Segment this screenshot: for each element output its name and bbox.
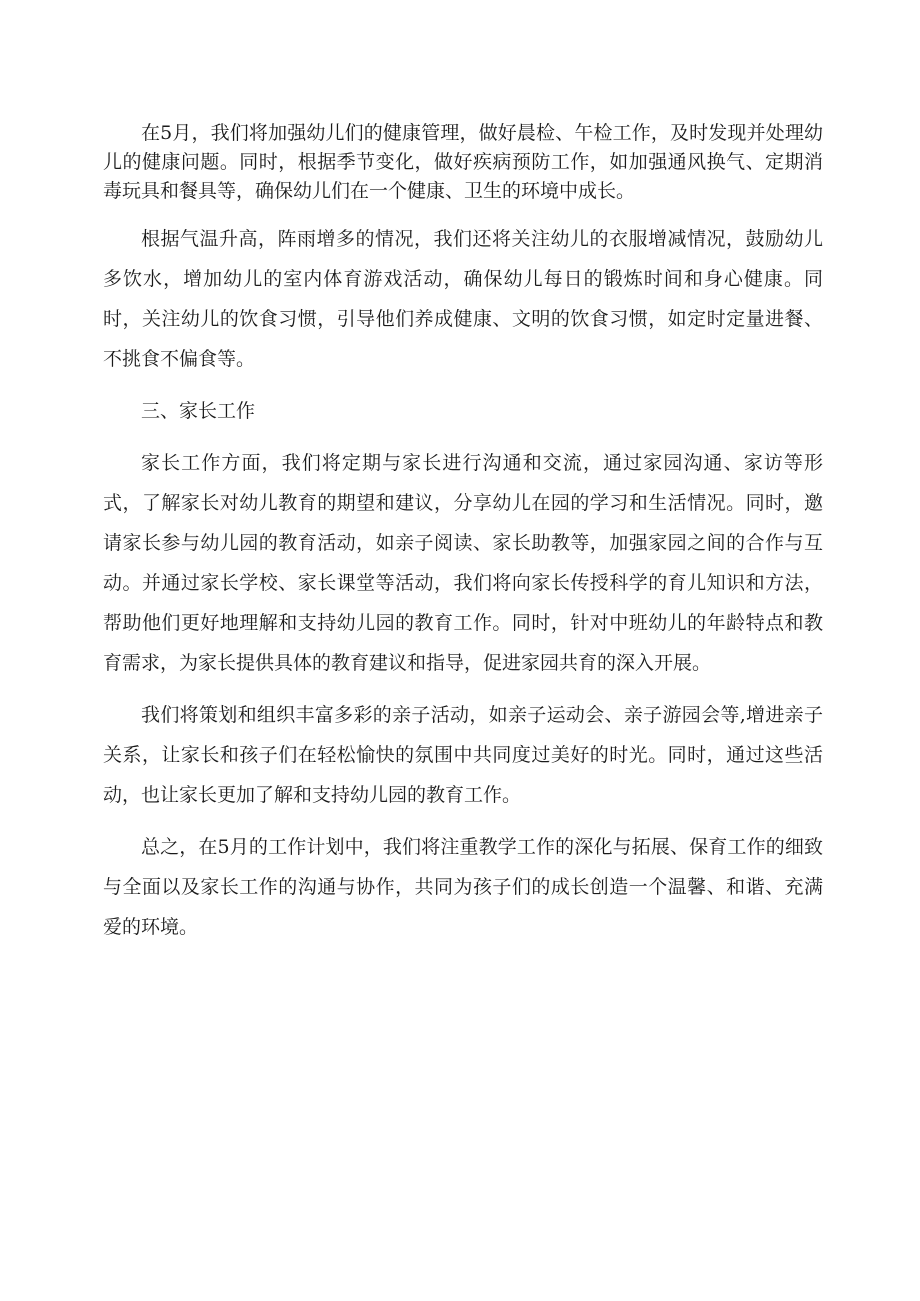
paragraph-parent-communication: 家长工作方面，我们将定期与家长进行沟通和交流，通过家园沟通、家访等形式，了解家长对幼儿教育的期望和建议，分享幼儿在园的学习和生活情况。同时，邀请家长参与幼儿园的教育活动，如亲子阅读、家长助教等，加强家园之间的合作与互动。并通过家长学校、家长课堂等活动，我们将向家长传授科学的育儿知识和方法，帮助他们更好地理解和支持幼儿园的教育工作。同时，针对中班幼儿的年龄特点和教育需求，为家长提供具体的教育建议和指导，促进家园共育的深入开展。 bbox=[103, 452, 823, 674]
paragraph-weather-care: 根据气温升高，阵雨增多的情况，我们还将关注幼儿的衣服增减情况，鼓励幼儿多饮水，增加幼儿的室内体育游戏活动，确保幼儿每日的锻炼时间和身心健康。同时，关注幼儿的饮食习惯，引导他们养成健康、文明的饮食习惯，如定时定量进餐、不挑食不偏食等。 bbox=[103, 228, 823, 370]
paragraph-parent-child-activities: 我们将策划和组织丰富多彩的亲子活动，如亲子运动会、亲子游园会等,增进亲子关系，让家长和孩子们在轻松愉快的氛围中共同度过美好的时光。同时，通过这些活动，也让家长更加了解和支持幼儿园的教育工作。 bbox=[103, 704, 823, 806]
section-heading-parent-work: 三、家长工作 bbox=[141, 400, 256, 422]
document-body bbox=[103, 119, 823, 959]
paragraph-summary: 总之，在5月的工作计划中，我们将注重教学工作的深化与拓展、保育工作的细致与全面以及家长工作的沟通与协作，共同为孩子们的成长创造一个温馨、和谐、充满爱的环境。 bbox=[103, 836, 823, 938]
paragraph-health-management: 在5月，我们将加强幼儿们的健康管理，做好晨检、午检工作，及时发现并处理幼儿的健康问题。同时，根据季节变化，做好疾病预防工作，如加强通风换气、定期消毒玩具和餐具等，确保幼儿们在一个健康、卫生的环境中成长。 bbox=[103, 122, 823, 202]
